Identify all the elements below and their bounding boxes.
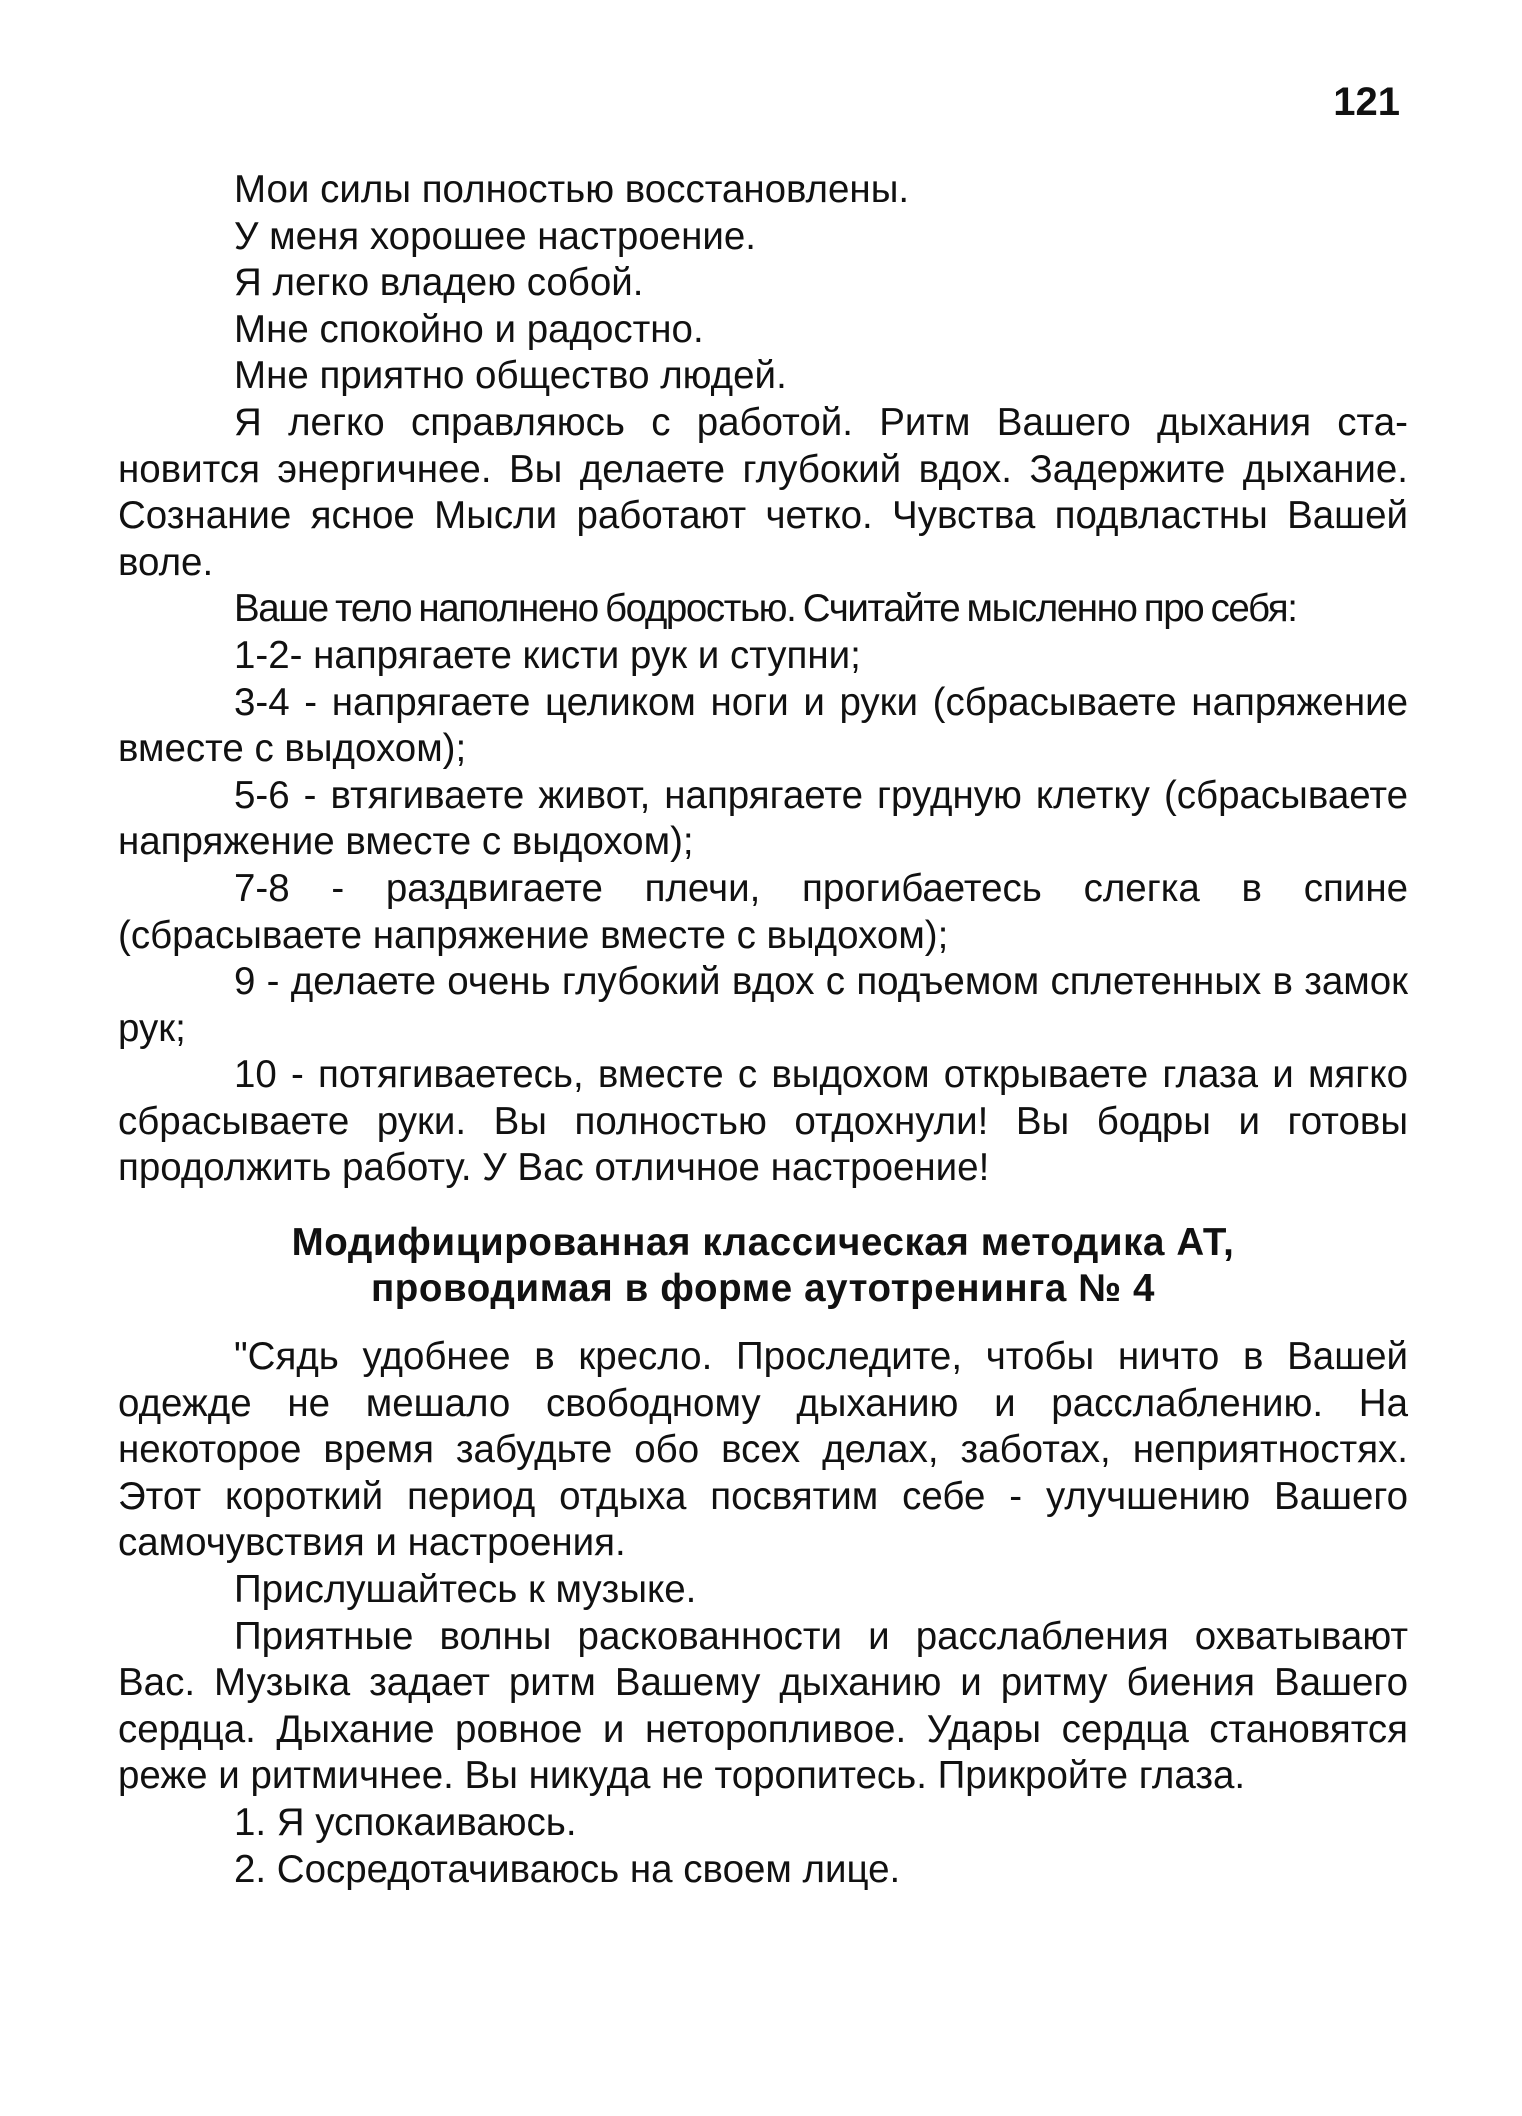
body-paragraph: Приятные волны раскованности и расслабления охватывают Вас. Музыка задает ритм Вашему дыханию и ритму биения Вашего сердца. Дыхание ровное и неторопливое. Удары сердца становятся реже и ритмичнее. Вы никуда не торопитесь. Прикройте глаза. — [118, 1614, 1408, 1798]
section-heading — [118, 1220, 1408, 1312]
affirmation-line: Мои силы полностью восстановлены. — [234, 168, 910, 211]
section-heading-line: проводимая в форме аутотренинга № 4 — [370, 1267, 1156, 1311]
count-step: 1-2- напрягаете кисти рук и ступни; — [234, 633, 861, 677]
numbered-item: 1. Я успокаиваюсь. — [234, 1801, 577, 1844]
page-number: 121 — [1333, 80, 1400, 124]
affirmation-line: Я легко владею собой. — [234, 261, 644, 305]
section-heading-line: Модифицированная классическая методика АТ, — [291, 1221, 1235, 1265]
count-step: 5-6 - втягиваете живот, напрягаете грудную клетку (сбрасываете напряжение вместе с выдохом); — [118, 773, 1408, 864]
count-step: 9 - делаете очень глубокий вдох с подъемом сплетенных в замок рук; — [118, 960, 1408, 1050]
affirmation-line: У меня хорошее настроение. — [234, 214, 756, 258]
affirmation-line: Мне спокойно и радостно. — [234, 307, 704, 351]
body-paragraph: Я легко справляюсь с работой. Ритм Вашего дыхания становится энергичнее. Вы делаете глубокий вдох. Задержите дыхание. Сознание ясное Мысли работают четко. Чувства подвластны Вашей воле. — [118, 400, 1408, 584]
page-body — [118, 167, 1408, 1893]
count-step: 3-4 - напрягаете целиком ноги и руки (сбрасываете напряжение вместе с выдохом); — [118, 680, 1408, 771]
body-paragraph: Ваше тело наполнено бодростью. Считайте мысленно про себя: — [234, 587, 1297, 631]
affirmation-line: Мне приятно общество людей. — [234, 354, 787, 398]
count-step: 10 - потягиваетесь, вместе с выдохом открываете глаза и мягко сбрасываете руки. Вы полностью отдохнули! Вы бодры и готовы продолжить работу. У Вас отличное настроение! — [118, 1053, 1408, 1190]
body-paragraph: Прислушайтесь к музыке. — [234, 1568, 697, 1612]
body-paragraph: "Сядь удобнее в кресло. Проследите, чтобы ничто в Вашей одежде не мешало свободному дыханию и расслаблению. На некоторое время забудьте обо всех делах, заботах, неприятностях. Этот короткий период отдыха посвятим себе - улучшению Вашего самочувствия и настроения. — [118, 1335, 1408, 1565]
count-step: 7-8 - раздвигаете плечи, прогибаетесь слегка в спине (сбрасываете напряжение вместе с выдохом); — [118, 866, 1408, 957]
numbered-item: 2. Сосредотачиваюсь на своем лице. — [234, 1847, 901, 1891]
